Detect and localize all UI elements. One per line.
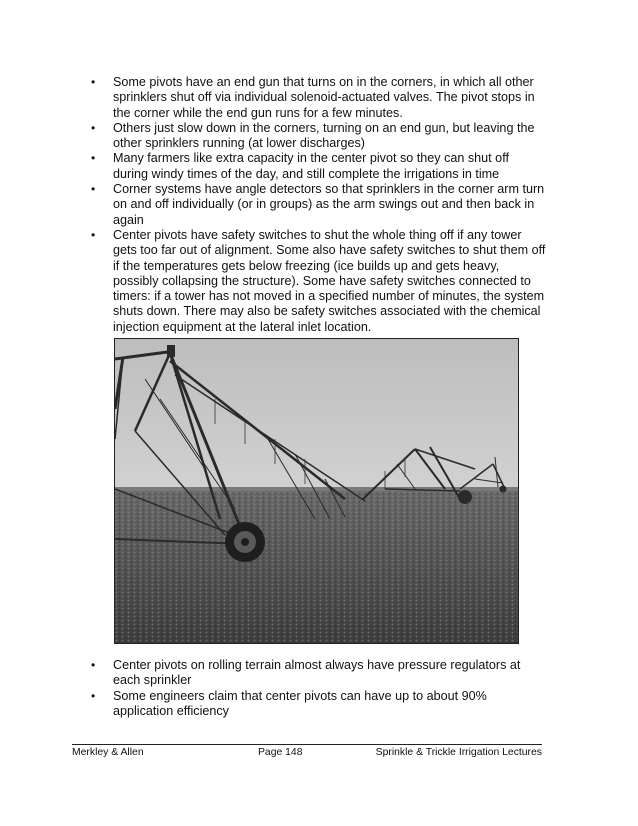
footer-page-number: Page 148 xyxy=(258,747,303,758)
bullet-dot: • xyxy=(91,151,96,166)
page-footer xyxy=(72,747,542,761)
bullet-dot: • xyxy=(91,120,96,135)
list-item xyxy=(88,658,546,689)
bullet-dot: • xyxy=(91,688,96,703)
list-item xyxy=(88,151,546,182)
list-item xyxy=(88,121,546,152)
bullet-text: Some engineers claim that center pivots can have up to about 90% application efficiency xyxy=(113,688,487,718)
bullet-text: Center pivots on rolling terrain almost always have pressure regulators at each sprinkler xyxy=(113,658,521,688)
list-item xyxy=(88,182,546,228)
bullet-dot: • xyxy=(91,75,96,89)
footer-authors: Merkley & Allen xyxy=(72,747,144,758)
center-pivot-illustration xyxy=(115,339,519,644)
footer-divider xyxy=(72,744,542,745)
bullet-list-bottom xyxy=(88,658,546,719)
bullet-dot: • xyxy=(91,658,96,672)
list-item xyxy=(88,689,546,720)
bullet-dot: • xyxy=(91,182,96,197)
bullet-text: Corner systems have angle detectors so that sprinklers in the corner arm turn on and off individually (or in groups) as the arm swings out and then back in again xyxy=(113,182,545,227)
center-pivot-photo xyxy=(114,338,519,644)
bullet-text: Some pivots have an end gun that turns on in the corners, in which all other sprinklers shut off via individual solenoid-actuated valves. The pivot stops in the corner while the end gun runs for a few minutes. xyxy=(113,75,535,120)
list-item xyxy=(88,228,546,335)
bullet-text: Others just slow down in the corners, turning on an end gun, but leaving the other sprinklers running (at lower discharges) xyxy=(113,120,535,151)
footer-title: Sprinkle & Trickle Irrigation Lectures xyxy=(375,747,542,758)
bullet-dot: • xyxy=(91,227,96,242)
bullet-list-top xyxy=(88,75,546,335)
bullet-text: Center pivots have safety switches to shut the whole thing off if any tower gets too far out of alignment. Some also have safety switches to shut them off if the temperatures gets below freezing (ice builds up and gets heavy, possibly collapsing the structure). Some have safety switches connected to timers: if a tower has not moved in a specified number of minutes, the system shuts down. There may also be safety switches associated with the chemical injection equipment at the lateral inlet location. xyxy=(113,227,546,334)
bullet-text: Many farmers like extra capacity in the center pivot so they can shut off during windy times of the day, and still complete the irrigations in time xyxy=(113,151,509,181)
list-item xyxy=(88,75,546,121)
